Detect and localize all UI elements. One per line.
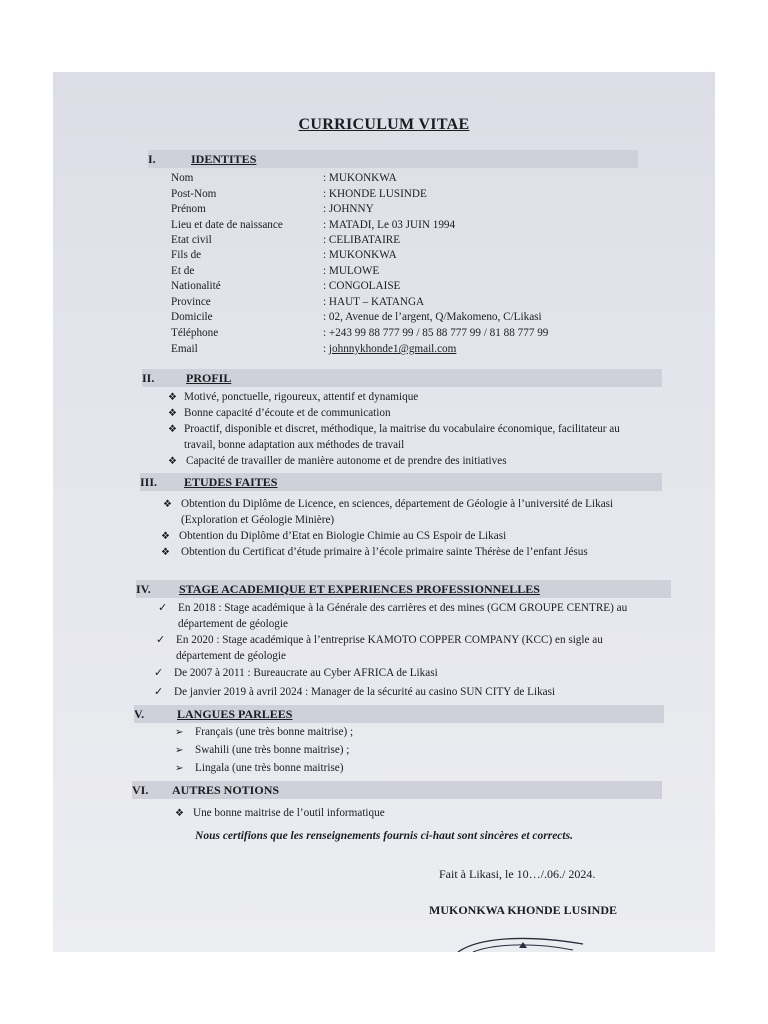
- section-title: STAGE ACADEMIQUE ET EXPERIENCES PROFESSIONNELLES: [179, 581, 540, 596]
- section-header-etudes: [140, 473, 662, 491]
- etudes-text: Obtention du Certificat d’étude primaire à l’école primaire sainte Thérèse de l’enfant Jésus: [181, 546, 588, 558]
- section-title: IDENTITES: [191, 151, 257, 166]
- arrowhead-icon: ➢: [175, 745, 184, 756]
- identity-row-fils-de: [171, 248, 397, 263]
- email-prefix: :: [323, 343, 329, 355]
- section-number: VI.: [132, 782, 149, 797]
- identity-row-post-nom: [171, 187, 427, 202]
- identity-value: : +243 99 88 777 99 / 85 88 777 99 / 81 88 777 99: [323, 327, 549, 339]
- section-header-identites: [148, 150, 638, 168]
- identity-row-province: [171, 295, 424, 310]
- section-number: I.: [148, 151, 156, 166]
- identity-key: Lieu et date de naissance: [171, 219, 283, 231]
- document-title: CURRICULUM VITAE: [298, 116, 470, 133]
- profil-text: Bonne capacité d’écoute et de communication: [184, 407, 391, 419]
- check-mark-icon: ✓: [154, 667, 164, 679]
- identity-row-naissance: [171, 218, 455, 233]
- profil-text: Motivé, ponctuelle, rigoureux, attentif et dynamique: [184, 391, 419, 403]
- section-title: ETUDES FAITES: [184, 474, 278, 489]
- diamond-bullet-icon: ❖: [161, 547, 170, 558]
- identity-key: Domicile: [171, 311, 213, 323]
- profil-text: Proactif, disponible et discret, méthodique, la maitrise du vocabulaire économique, facilitateur au travail, bonne adaptation aux méthodes de travail: [184, 423, 620, 451]
- section-number: III.: [140, 474, 158, 489]
- identity-key: Nom: [171, 172, 194, 184]
- section-header-autres: [132, 781, 662, 799]
- section-number: IV.: [136, 581, 151, 596]
- diamond-bullet-icon: ❖: [168, 424, 177, 435]
- identity-key: Nationalité: [171, 280, 221, 292]
- identity-key: Et de: [171, 265, 195, 277]
- certification-statement: Nous certifions que les renseignements fournis ci-haut sont sincères et corrects.: [195, 830, 573, 842]
- identity-value: : MUKONKWA: [323, 249, 397, 261]
- identity-value: : CONGOLAISE: [323, 280, 401, 292]
- profil-text: Capacité de travailler de manière autonome et de prendre des initiatives: [186, 455, 507, 467]
- identity-value: : MULOWE: [323, 265, 380, 277]
- identity-key: Prénom: [171, 203, 206, 215]
- langues-text: Swahili (une très bonne maitrise) ;: [195, 744, 350, 756]
- identity-key: Post-Nom: [171, 188, 217, 200]
- identity-value: : JOHNNY: [323, 203, 374, 215]
- identity-key: Province: [171, 296, 211, 308]
- identity-value: : CELIBATAIRE: [323, 234, 401, 246]
- stage-text: En 2020 : Stage académique à l’entreprise KAMOTO COPPER COMPANY (KCC) en sigle au département de géologie: [176, 634, 603, 662]
- identity-row-telephone: [171, 326, 548, 341]
- check-mark-icon: ✓: [156, 634, 166, 646]
- signature-stamp-icon: [453, 934, 593, 952]
- stage-text: En 2018 : Stage académique à la Générale des carrières et des mines (GCM GROUPE CENTRE) au département de géologie: [178, 602, 628, 630]
- section-title: PROFIL: [186, 370, 232, 385]
- identity-row-etat-civil: [171, 233, 400, 248]
- check-mark-icon: ✓: [154, 686, 164, 698]
- check-mark-icon: ✓: [158, 602, 168, 614]
- identity-value: : 02, Avenue de l’argent, Q/Makomeno, C/Likasi: [323, 311, 542, 323]
- stage-text: De 2007 à 2011 : Bureaucrate au Cyber AFRICA de Likasi: [174, 667, 438, 679]
- diamond-bullet-icon: ❖: [168, 456, 177, 467]
- identity-key: Fils de: [171, 249, 202, 261]
- section-number: V.: [134, 706, 145, 721]
- identity-row-nom: [171, 171, 397, 186]
- etudes-text: Obtention du Diplôme d’Etat en Biologie Chimie au CS Espoir de Likasi: [179, 530, 507, 542]
- identity-row-email: [171, 342, 456, 357]
- identity-value: : HAUT – KATANGA: [323, 296, 425, 308]
- section-title: LANGUES PARLEES: [177, 706, 293, 721]
- langues-text: Français (une très bonne maitrise) ;: [195, 726, 354, 738]
- diamond-bullet-icon: ❖: [175, 808, 184, 819]
- diamond-bullet-icon: ❖: [168, 392, 177, 403]
- section-header-stage: [136, 580, 671, 598]
- section-number: II.: [142, 370, 155, 385]
- identity-value: : KHONDE LUSINDE: [323, 188, 427, 200]
- stage-text: De janvier 2019 à avril 2024 : Manager de la sécurité au casino SUN CITY de Likasi: [174, 686, 556, 698]
- langues-text: Lingala (une très bonne maitrise): [195, 762, 344, 774]
- identity-key: Email: [171, 343, 198, 355]
- identity-row-domicile: [171, 310, 542, 325]
- etudes-text: Obtention du Diplôme de Licence, en sciences, département de Géologie à l’université de Likasi (Exploration et Géologie Minière): [181, 498, 614, 526]
- identity-key: Téléphone: [171, 327, 219, 339]
- identity-row-nationalite: [171, 279, 400, 294]
- diamond-bullet-icon: ❖: [163, 499, 172, 510]
- identity-value: : MATADI, Le 03 JUIN 1994: [323, 219, 456, 231]
- identity-row-et-de: [171, 264, 379, 279]
- diamond-bullet-icon: ❖: [168, 408, 177, 419]
- place-and-date: Fait à Likasi, le 10…/.06./ 2024.: [439, 867, 596, 881]
- identity-value: : MUKONKWA: [323, 172, 397, 184]
- section-title: AUTRES NOTIONS: [172, 782, 280, 797]
- autres-text: Une bonne maitrise de l’outil informatique: [193, 807, 385, 819]
- cv-paper: [53, 72, 715, 952]
- identity-key: Etat civil: [171, 234, 212, 246]
- arrowhead-icon: ➢: [175, 763, 184, 774]
- section-header-profil: [142, 369, 662, 387]
- email-link[interactable]: johnnykhonde1@gmail.com: [328, 343, 457, 355]
- identity-row-prenom: [171, 202, 374, 217]
- signatory-name: MUKONKWA KHONDE LUSINDE: [429, 903, 618, 917]
- diamond-bullet-icon: ❖: [161, 531, 170, 542]
- section-header-langues: [134, 705, 664, 723]
- arrowhead-icon: ➢: [175, 727, 184, 738]
